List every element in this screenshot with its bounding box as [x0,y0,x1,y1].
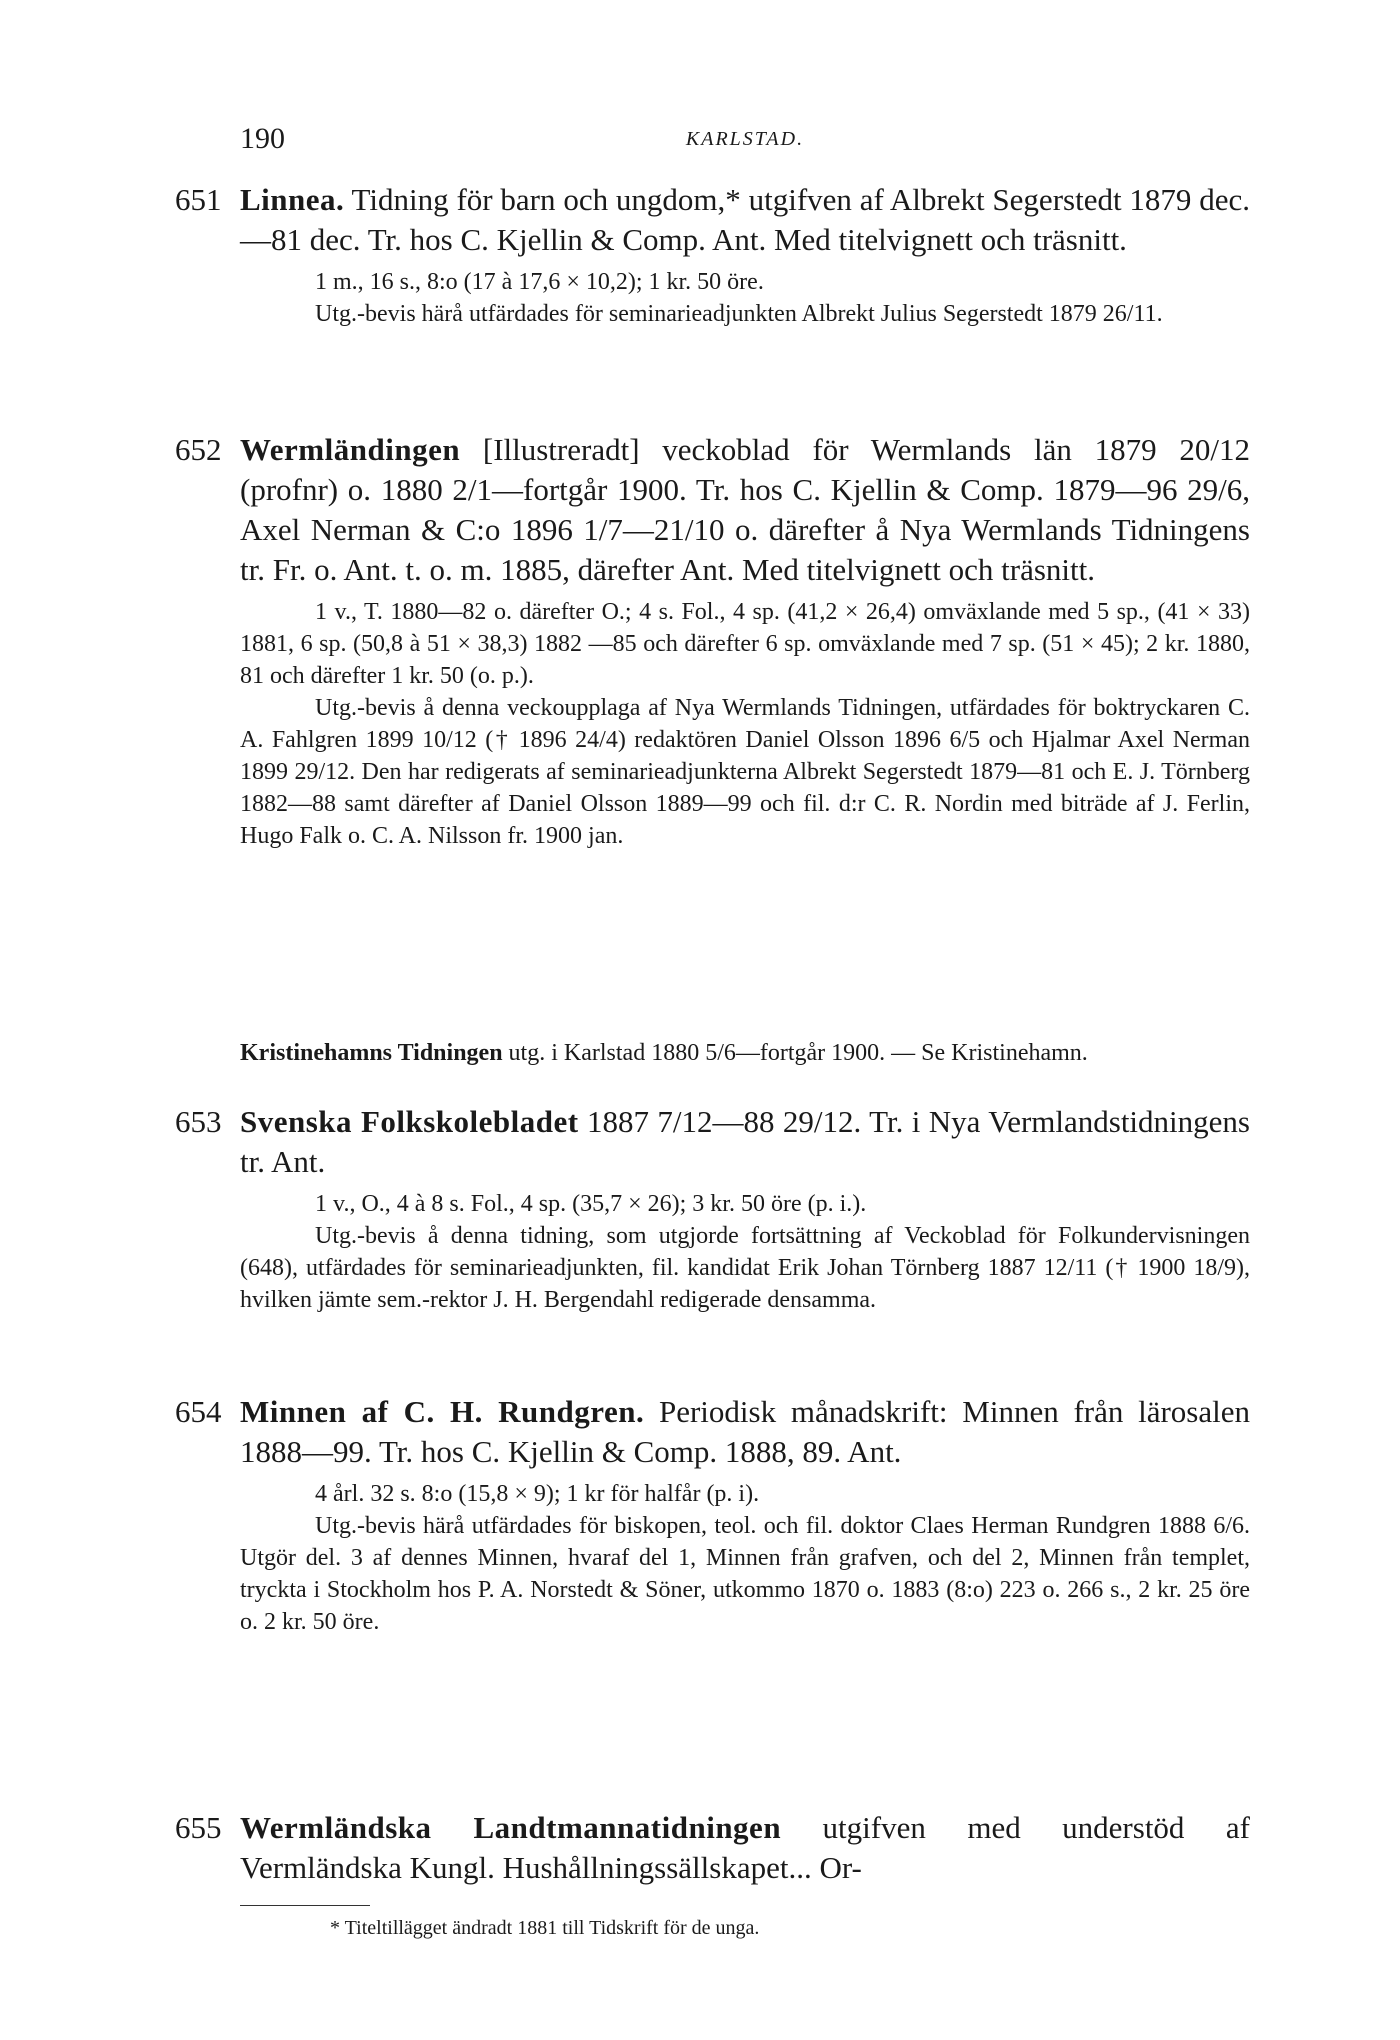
cross-reference-title: Kristinehamns Tidningen [240,1040,503,1066]
cross-reference [240,1038,1250,1068]
entry-655 [175,1808,1250,1888]
entry-title: Wermländska Landtmannatidningen [240,1810,782,1845]
entry-main [240,1102,1250,1182]
entry-detail: 1 v., T. 1880—82 o. därefter O.; 4 s. Fol., 4 sp. (41,2 × 26,4) omväxlande med 5 sp., (41 × 33) 1881, 6 sp. (50,8 à 51 × 38,3) 1882 —85 och därefter 6 sp. omväxlande med 7 sp. (51 × 45); 2 kr. 1880, 81 och därefter 1 kr. 50 (o. p.). [240,599,1250,689]
entry-text: utgifven med understöd af Vermländska Kungl. Hushållningssällskapet... Or- [240,1810,1250,1885]
footnote-text: Titeltillägget ändradt 1881 till Tidskrift för de unga. [344,1917,760,1939]
entry-title: Minnen af C. H. Rundgren. [240,1394,645,1429]
entry-detail: 1 v., O., 4 à 8 s. Fol., 4 sp. (35,7 × 26); 3 kr. 50 öre (p. i.). [315,1191,867,1217]
running-title: KARLSTAD. [685,128,805,150]
entry-number: 651 [175,182,222,217]
entry-main [240,180,1250,260]
footnote-marker: * [330,1917,340,1939]
entry-number: 655 [175,1810,222,1845]
entry-main [240,1392,1250,1472]
entry-text: Periodisk månadskrift: Minnen från lärosalen 1888—99. Tr. hos C. Kjellin & Comp. 1888, 89. Ant. [240,1394,1250,1469]
entry-652 [175,430,1251,852]
entry-number: 654 [175,1394,222,1429]
entry-text: 1887 7/12—88 29/12. Tr. i Nya Vermlandstidningens tr. Ant. [240,1104,1250,1179]
entry-detail: Utg.-bevis härå utfärdades för seminarieadjunkten Albrekt Julius Segerstedt 1879 26/11. [315,301,1163,327]
entry-654 [175,1392,1250,1638]
entry-text: [Illustreradt] veckoblad för Wermlands län 1879 20/12 (profnr) o. 1880 2/1—fortgår 1900. Tr. hos C. Kjellin & Comp. 1879—96 29/6, Axel Nerman & C:o 1896 1/7—21/10 o. därefter å Nya Wermlands Tidningens tr. Fr. o. Ant. t. o. m. 1885, därefter Ant. Med titelvignett och träsnitt. [240,432,1251,587]
entry-detail: 4 årl. 32 s. 8:o (15,8 × 9); 1 kr för halfår (p. i). [315,1481,760,1507]
entry-detail: 1 m., 16 s., 8:o (17 à 17,6 × 10,2); 1 kr. 50 öre. [315,269,764,295]
cross-reference-text: utg. i Karlstad 1880 5/6—fortgår 1900. — Se Kristinehamn. [508,1040,1088,1066]
entry-title: Wermländingen [240,432,461,467]
entry-main [240,430,1250,590]
entry-detail: Utg.-bevis härå utfärdades för biskopen, teol. och fil. doktor Claes Herman Rundgren 1888 6/6. Utgör del. 3 af dennes Minnen, hvaraf del 1, Minnen från grafven, och del 2, Minnen från templet, tryckta i Stockholm hos P. A. Norstedt & Söner, utkommo 1870 o. 1883 (8:o) 223 o. 266 s., 2 kr. 25 öre o. 2 kr. 50 öre. [240,1513,1250,1635]
entry-detail: Utg.-bevis å denna veckoupplaga af Nya Wermlands Tidningen, utfärdades för boktryckaren C. A. Fahlgren 1899 10/12 († 1896 24/4) redaktören Daniel Olsson 1896 6/5 och Hjalmar Axel Nerman 1899 29/12. Den har redigerats af seminarieadjunkterna Albrekt Segerstedt 1879—81 och E. J. Törnberg 1882—88 samt därefter af Daniel Olsson 1889—99 och fil. d:r C. R. Nordin med biträde af J. Ferlin, Hugo Falk o. C. A. Nilsson fr. 1900 jan. [240,695,1250,849]
entry-detail: Utg.-bevis å denna tidning, som utgjorde fortsättning af Veckoblad för Folkundervisningen (648), utfärdades för seminarieadjunkten, fil. kandidat Erik Johan Törnberg 1887 12/11 († 1900 18/9), hvilken jämte sem.-rektor J. H. Bergendahl redigerade densamma. [240,1223,1250,1313]
page-number: 190 [240,122,285,155]
entry-number: 652 [175,432,222,467]
entry-653 [175,1102,1250,1316]
entry-title: Linnea. [240,182,345,217]
entry-text: Tidning för barn och ungdom,* utgifven af Albrekt Segerstedt 1879 dec.—81 dec. Tr. hos C. Kjellin & Comp. Ant. Med titelvignett och träsnitt. [240,182,1250,257]
entry-title: Svenska Folkskolebladet [240,1104,579,1139]
page-header [240,122,1250,162]
entry-main [240,1808,1250,1888]
entry-number: 653 [175,1104,222,1139]
entry-651 [175,180,1250,330]
footnote-rule [240,1905,370,1906]
footnote [240,1917,1250,1940]
